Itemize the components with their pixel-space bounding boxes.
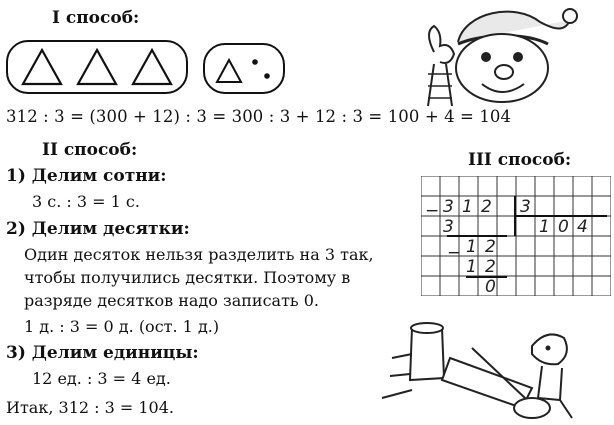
remainder: 0: [485, 277, 496, 296]
tens-ones-block: [203, 43, 285, 94]
step2-line2: чтобы получились десятки. Поэтому в: [24, 268, 351, 287]
dividend-digit-3: 2: [481, 197, 492, 217]
hundreds-block: [6, 40, 188, 94]
step3-title: 3) Делим единицы:: [6, 343, 199, 363]
triangle-dots-icon: [205, 45, 283, 92]
minus-1: −: [425, 201, 440, 221]
step2-calc: 1 д. : 3 = 0 д. (ост. 1 д.): [24, 317, 220, 336]
step1-calc: 3 с. : 3 = 1 с.: [32, 192, 140, 211]
partial-digit-2: 2: [485, 237, 496, 257]
quotient-digit-2: 0: [558, 217, 569, 237]
method1-formula: 312 : 3 = (300 + 12) : 3 = 300 : 3 + 12 : 3 = 100 + 4 = 104: [6, 107, 512, 126]
boy-sawing-illustration-icon: [372, 318, 610, 423]
step1-title: 1) Делим сотни:: [6, 166, 167, 186]
subtrahend-2-digit-1: 1: [466, 257, 477, 277]
divisor: 3: [520, 197, 531, 217]
method1-title: I способ:: [52, 8, 140, 28]
quotient-digit-3: 4: [577, 217, 588, 237]
dividend-digit-2: 1: [462, 197, 473, 217]
conclusion: Итак, 312 : 3 = 104.: [6, 398, 174, 417]
method3-title: III способ:: [468, 150, 572, 170]
boy-illustration-icon: [420, 2, 580, 112]
step3-calc: 12 ед. : 3 = 4 ед.: [32, 369, 171, 388]
minus-2: −: [447, 243, 462, 263]
partial-digit-1: 1: [466, 237, 477, 257]
subtrahend-2-digit-2: 2: [485, 257, 496, 277]
step2-line3: разряде десятков надо записать 0.: [24, 291, 319, 310]
method2-title: II способ:: [42, 140, 138, 160]
triangles-three-icon: [8, 42, 186, 92]
long-division-grid: [421, 176, 611, 296]
subtrahend-1: 3: [443, 217, 454, 237]
quotient-digit-1: 1: [539, 217, 550, 237]
step2-line1: Один десяток нельзя разделить на 3 так,: [24, 245, 374, 264]
step2-title: 2) Делим десятки:: [6, 219, 190, 239]
dividend-digit-1: 3: [443, 197, 454, 217]
